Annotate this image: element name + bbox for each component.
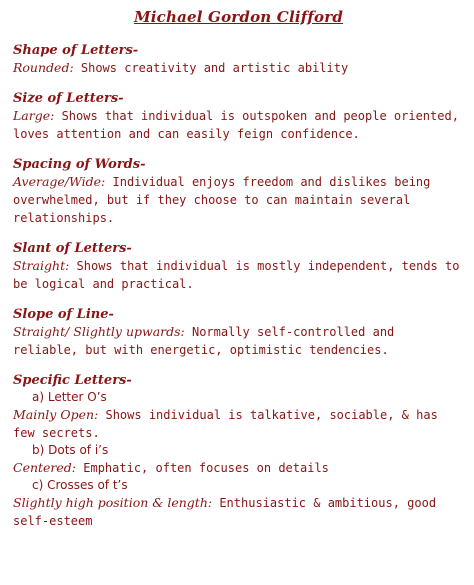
sub-item-description (13, 406, 464, 442)
section-description (13, 107, 464, 143)
section-heading: Slant of Letters- (13, 241, 132, 256)
sub-item-label: c) Crosses of t’s (32, 478, 128, 492)
section-description (13, 59, 464, 77)
trait-text: Individual enjoys freedom and dislikes being overwhelmed, but if they choose to can maintain several relationships. (13, 175, 431, 225)
section-heading: Shape of Letters- (13, 43, 139, 58)
section-heading: Size of Letters- (13, 91, 124, 106)
trait-term: Mainly Open: (13, 407, 99, 422)
sub-item-description (13, 459, 464, 477)
trait-term: Straight: (13, 258, 70, 273)
section-specific-letters (13, 372, 464, 530)
trait-text: Enthusiastic & ambitious, good self-esteem (13, 496, 437, 528)
trait-term: Centered: (13, 460, 77, 475)
trait-term: Average/Wide: (13, 174, 106, 189)
trait-text: Shows creativity and artistic ability (73, 61, 349, 75)
section-description (13, 323, 464, 359)
sub-item-description (13, 494, 464, 530)
trait-text: Shows individual is talkative, sociable, & has few secrets. (13, 408, 438, 440)
trait-text: Shows that individual is outspoken and people oriented, loves attention and can easily feign confidence. (13, 109, 459, 141)
section-heading: Specific Letters- (13, 373, 132, 388)
sub-item-label: a) Letter O’s (32, 390, 107, 404)
section-slant-of-letters (13, 240, 464, 293)
trait-term: Rounded: (13, 60, 74, 75)
trait-text: Shows that individual is mostly independent, tends to be logical and practical. (13, 259, 460, 291)
section-shape-of-letters (13, 42, 464, 77)
trait-text: Emphatic, often focuses on details (76, 461, 329, 475)
section-spacing-of-words (13, 156, 464, 227)
section-slope-of-line (13, 306, 464, 359)
document-title: Michael Gordon Clifford (133, 8, 344, 26)
trait-term: Straight/ Slightly upwards: (13, 324, 185, 339)
trait-term: Slightly high position & length: (13, 495, 213, 510)
section-heading: Slope of Line- (13, 307, 114, 322)
section-size-of-letters (13, 90, 464, 143)
section-description (13, 257, 464, 293)
section-description (13, 173, 464, 227)
trait-term: Large: (13, 108, 55, 123)
sub-item-label: b) Dots of i’s (32, 443, 109, 457)
trait-text: Normally self-controlled and reliable, but with energetic, optimistic tendencies. (13, 325, 395, 357)
section-heading: Spacing of Words- (13, 157, 146, 172)
